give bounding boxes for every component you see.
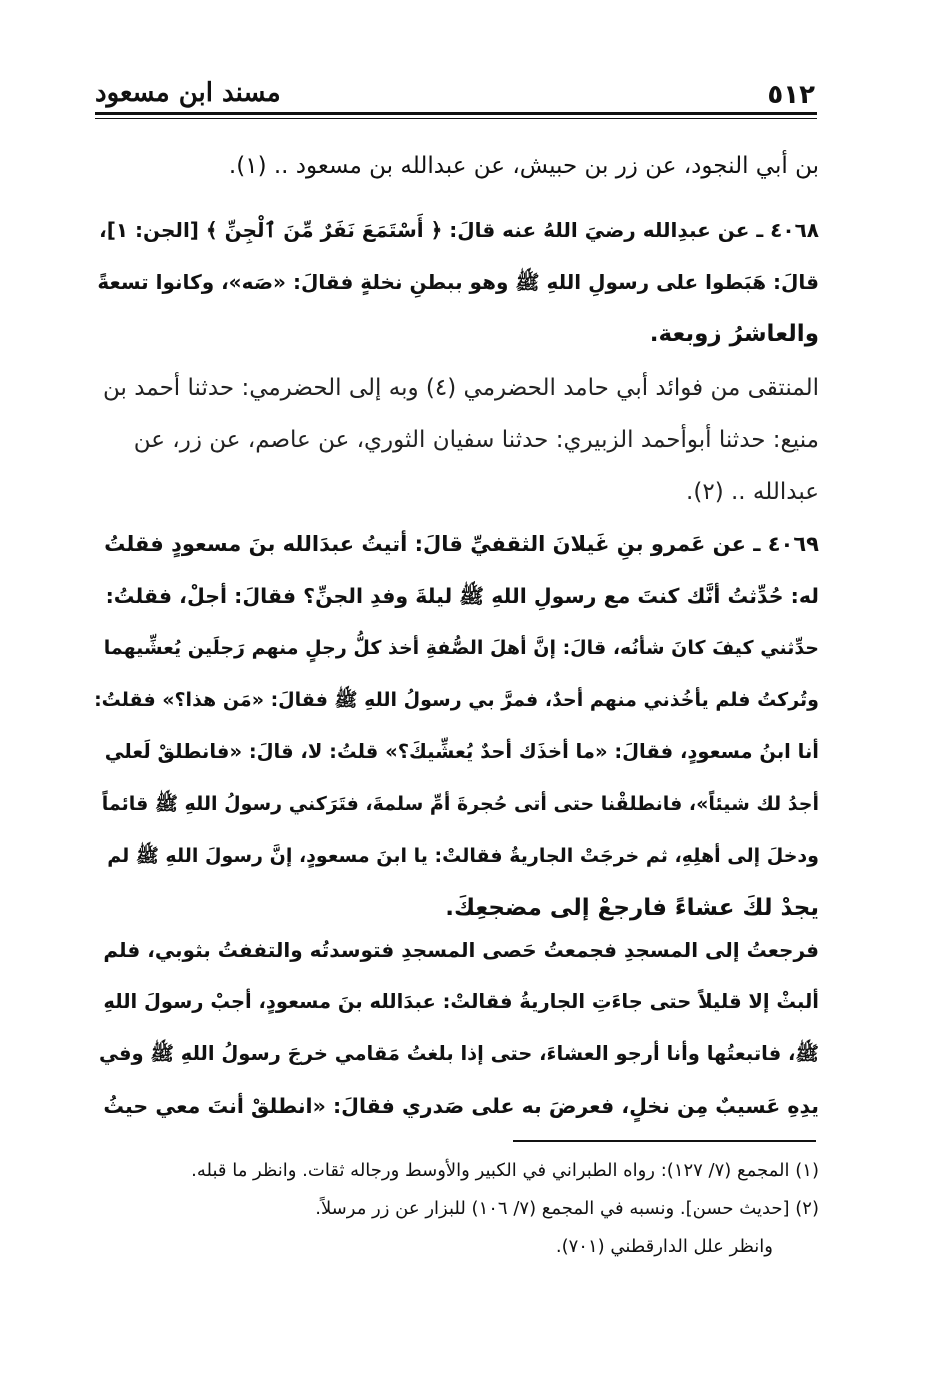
hadith-4068 xyxy=(92,204,819,360)
running-title: مسند ابن مسعود xyxy=(95,78,281,108)
text-line: عبدالله .. (٢). xyxy=(686,479,819,505)
text-line: أجدُ لك شيئاً»، فانطلقْنا حتى أتى حُجرةَ أمِّ سلمةَ، فتَرَكني رسولُ اللهِ ﷺ قائماً xyxy=(101,793,819,815)
text-line: فرجعتُ إلى المسجدِ فجمعتُ حَصى المسجدِ فتوسدتُه والتففتُ بثوبي، فلم xyxy=(103,938,819,962)
text-line: أنا ابنُ مسعودٍ، فقالَ: «ما أخذَك أحدٌ يُعشِّيكَ؟» قلتُ: لا، قالَ: «فانطلقْ لَعلي xyxy=(104,740,819,763)
footnote-2: (٢) [حديث حسن]. ونسبه في المجمع (٧/ ١٠٦) للبزار عن زر مرسلاً. xyxy=(315,1198,819,1219)
text-line: منيع: حدثنا أبوأحمد الزبيري: حدثنا سفيان الثوري، عن عاصم، عن زر، عن xyxy=(133,427,819,453)
text-line: بن أبي النجود، عن زر بن حبيش، عن عبدالله بن مسعود .. (١). xyxy=(228,153,819,179)
text-line: ودخلَ إلى أهلِهِ، ثم خرجَتْ الجاريةُ فقالتْ: يا ابنَ مسعودٍ، إنَّ رسولَ اللهِ ﷺ لم xyxy=(107,845,819,867)
text-line: حدِّثني كيفَ كانَ شأنُه، قالَ: إنَّ أهلَ الصُّفةِ أخذ كلُّ رجلٍ منهم رَجلَين يُعشِّيهما xyxy=(103,637,819,659)
header-rule-thin xyxy=(95,118,817,119)
text-line: قالَ: هَبَطوا على رسولِ اللهِ ﷺ وهو ببطنِ نخلةٍ فقالَ: «صَه»، وكانوا تسعةً xyxy=(97,270,819,294)
hadith-4069 xyxy=(92,518,819,934)
page-number: ٥١٢ xyxy=(767,80,815,110)
text-line: له: حُدِّثتُ أنَّك كنتَ مع رسولِ اللهِ ﷺ ليلةَ وفدِ الجنِّ؟ فقالَ: أجلْ، فقلتُ: xyxy=(105,584,819,608)
text-line: ٤٠٦٩ ـ عن عَمرو بنِ غَيلانَ الثقفيِّ قالَ: أتيتُ عبدَالله بنَ مسعودٍ فقلتُ xyxy=(104,532,819,556)
header-rule-thick xyxy=(95,112,817,115)
footnote-2-continued: وانظر علل الدارقطني (٧٠١). xyxy=(555,1236,773,1257)
text-line: ٤٠٦٨ ـ عن عبدِالله رضيَ اللهُ عنه قالَ: ﴿ أَسْتَمَعَ نَفَرٌ مِّنَ ٱلْجِنِّ ﴾ [الجن: ١]، xyxy=(99,218,819,242)
text-line: وتُركتُ فلم يأخُذني منهم أحدٌ، فمرَّ بي رسولُ اللهِ ﷺ فقالَ: «مَن هذا؟» فقلتُ: xyxy=(94,689,819,711)
text-line: المنتقى من فوائد أبي حامد الحضرمي (٤) وبه إلى الحضرمي: حدثنا أحمد بن xyxy=(102,375,819,401)
footnote-separator xyxy=(513,1140,816,1142)
footnote-1: (١) المجمع (٧/ ١٢٧): رواه الطبراني في الكبير والأوسط ورجاله ثقات. وانظر ما قبله. xyxy=(191,1160,819,1181)
text-line: والعاشرُ زوبعة. xyxy=(649,321,819,347)
page-header xyxy=(95,68,815,112)
text-line: ألبثْ إلا قليلاً حتى جاءَتِ الجاريةُ فقالتْ: عبدَالله بنَ مسعودٍ، أجبْ رسولَ اللهِ xyxy=(103,990,819,1013)
isnad-continuation xyxy=(92,140,819,192)
text-line: يدِهِ عَسيبٌ مِن نخلٍ، فعرضَ به على صَدري فقالَ: «انطلقْ أنتَ معي حيثُ xyxy=(103,1094,819,1118)
source-note xyxy=(92,362,819,518)
hadith-4069-continued xyxy=(92,924,819,1132)
footnotes xyxy=(92,1152,819,1266)
text-line: ﷺ، فاتبعتُها وأنا أرجو العشاءَ، حتى إذا بلغتُ مَقامي خرجَ رسولُ اللهِ ﷺ وفي xyxy=(99,1042,819,1065)
text-line: يجدْ لكَ عشاءً فارجعْ إلى مضجعِكَ. xyxy=(445,895,819,921)
